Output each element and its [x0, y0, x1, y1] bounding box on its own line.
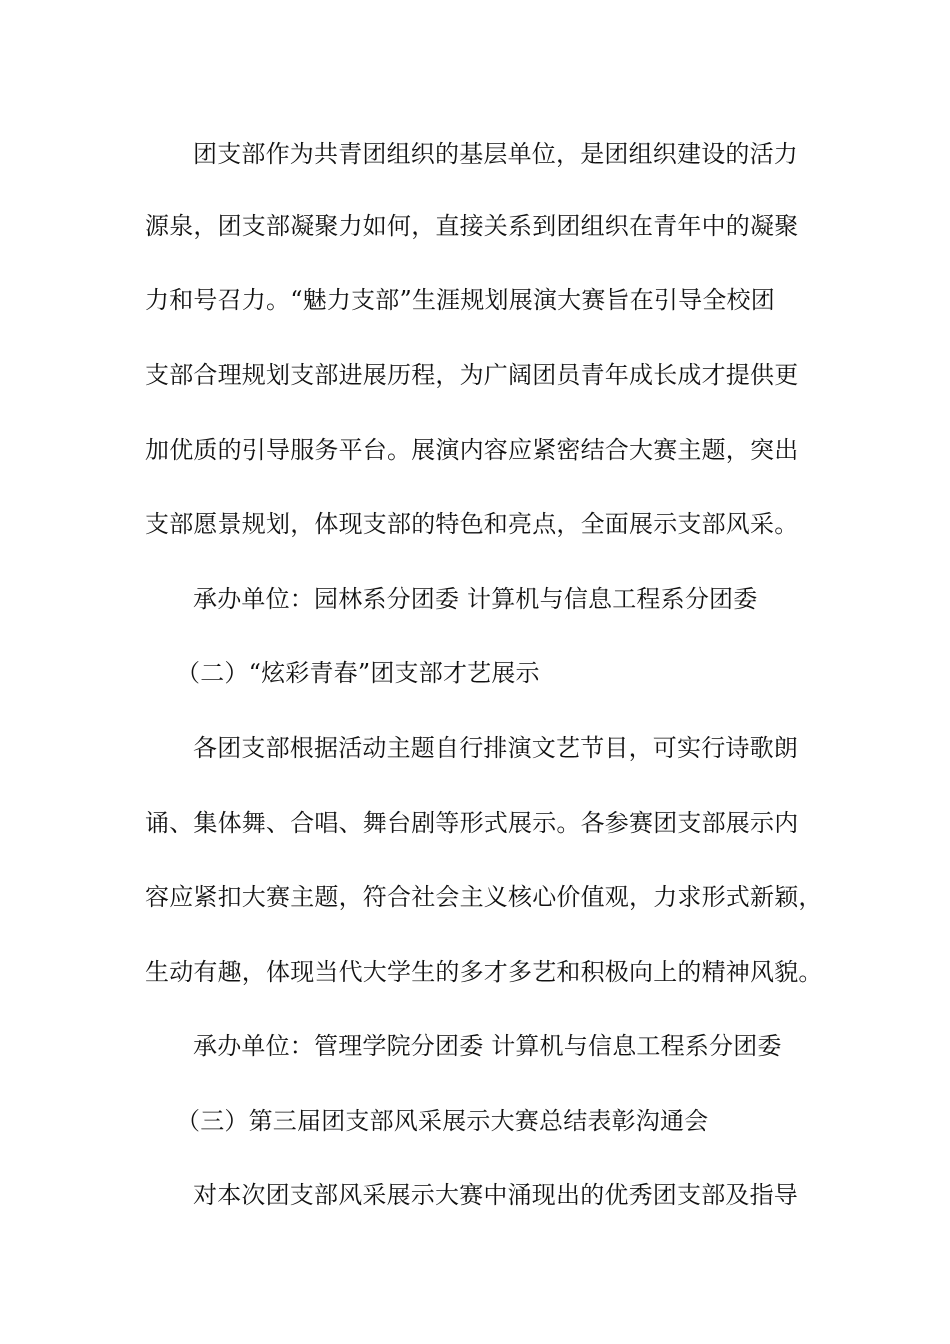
paragraph-2-line-2: 诵、集体舞、合唱、舞台剧等形式展示。各参赛团支部展示内	[145, 809, 799, 837]
paragraph-1-line-2: 源泉，团支部凝聚力如何，直接关系到团组织在青年中的凝聚	[145, 212, 799, 240]
organizer-line-2: 承办单位：管理学院分团委 计算机与信息工程系分团委	[193, 1032, 782, 1060]
paragraph-1-line-4: 支部合理规划支部进展历程，为广阔团员青年成长成才提供更	[145, 361, 799, 389]
organizer-line-1: 承办单位：园林系分团委 计算机与信息工程系分团委	[193, 585, 758, 613]
paragraph-3-line-1: 对本次团支部风采展示大赛中涌现出的优秀团支部及指导	[193, 1181, 798, 1209]
paragraph-2-line-1: 各团支部根据活动主题自行排演文艺节目，可实行诗歌朗	[193, 734, 798, 762]
section-heading-3: （三）第三届团支部风采展示大赛总结表彰沟通会	[176, 1107, 709, 1135]
paragraph-1-line-6: 支部愿景规划，体现支部的特色和亮点，全面展示支部风采。	[145, 510, 799, 538]
paragraph-1-line-3: 力和号召力。“魅力支部”生涯规划展演大赛旨在引导全校团	[145, 286, 775, 314]
paragraph-2-line-3: 容应紧扣大赛主题，符合社会主义核心价值观，力求形式新颖，	[145, 883, 823, 911]
paragraph-1-line-5: 加优质的引导服务平台。展演内容应紧密结合大赛主题，突出	[145, 436, 799, 464]
paragraph-2-line-4: 生动有趣，体现当代大学生的多才多艺和积极向上的精神风貌。	[145, 958, 823, 986]
section-heading-2: （二）“炫彩青春”团支部才艺展示	[176, 659, 540, 687]
paragraph-1-line-1: 团支部作为共青团组织的基层单位，是团组织建设的活力	[193, 140, 798, 168]
